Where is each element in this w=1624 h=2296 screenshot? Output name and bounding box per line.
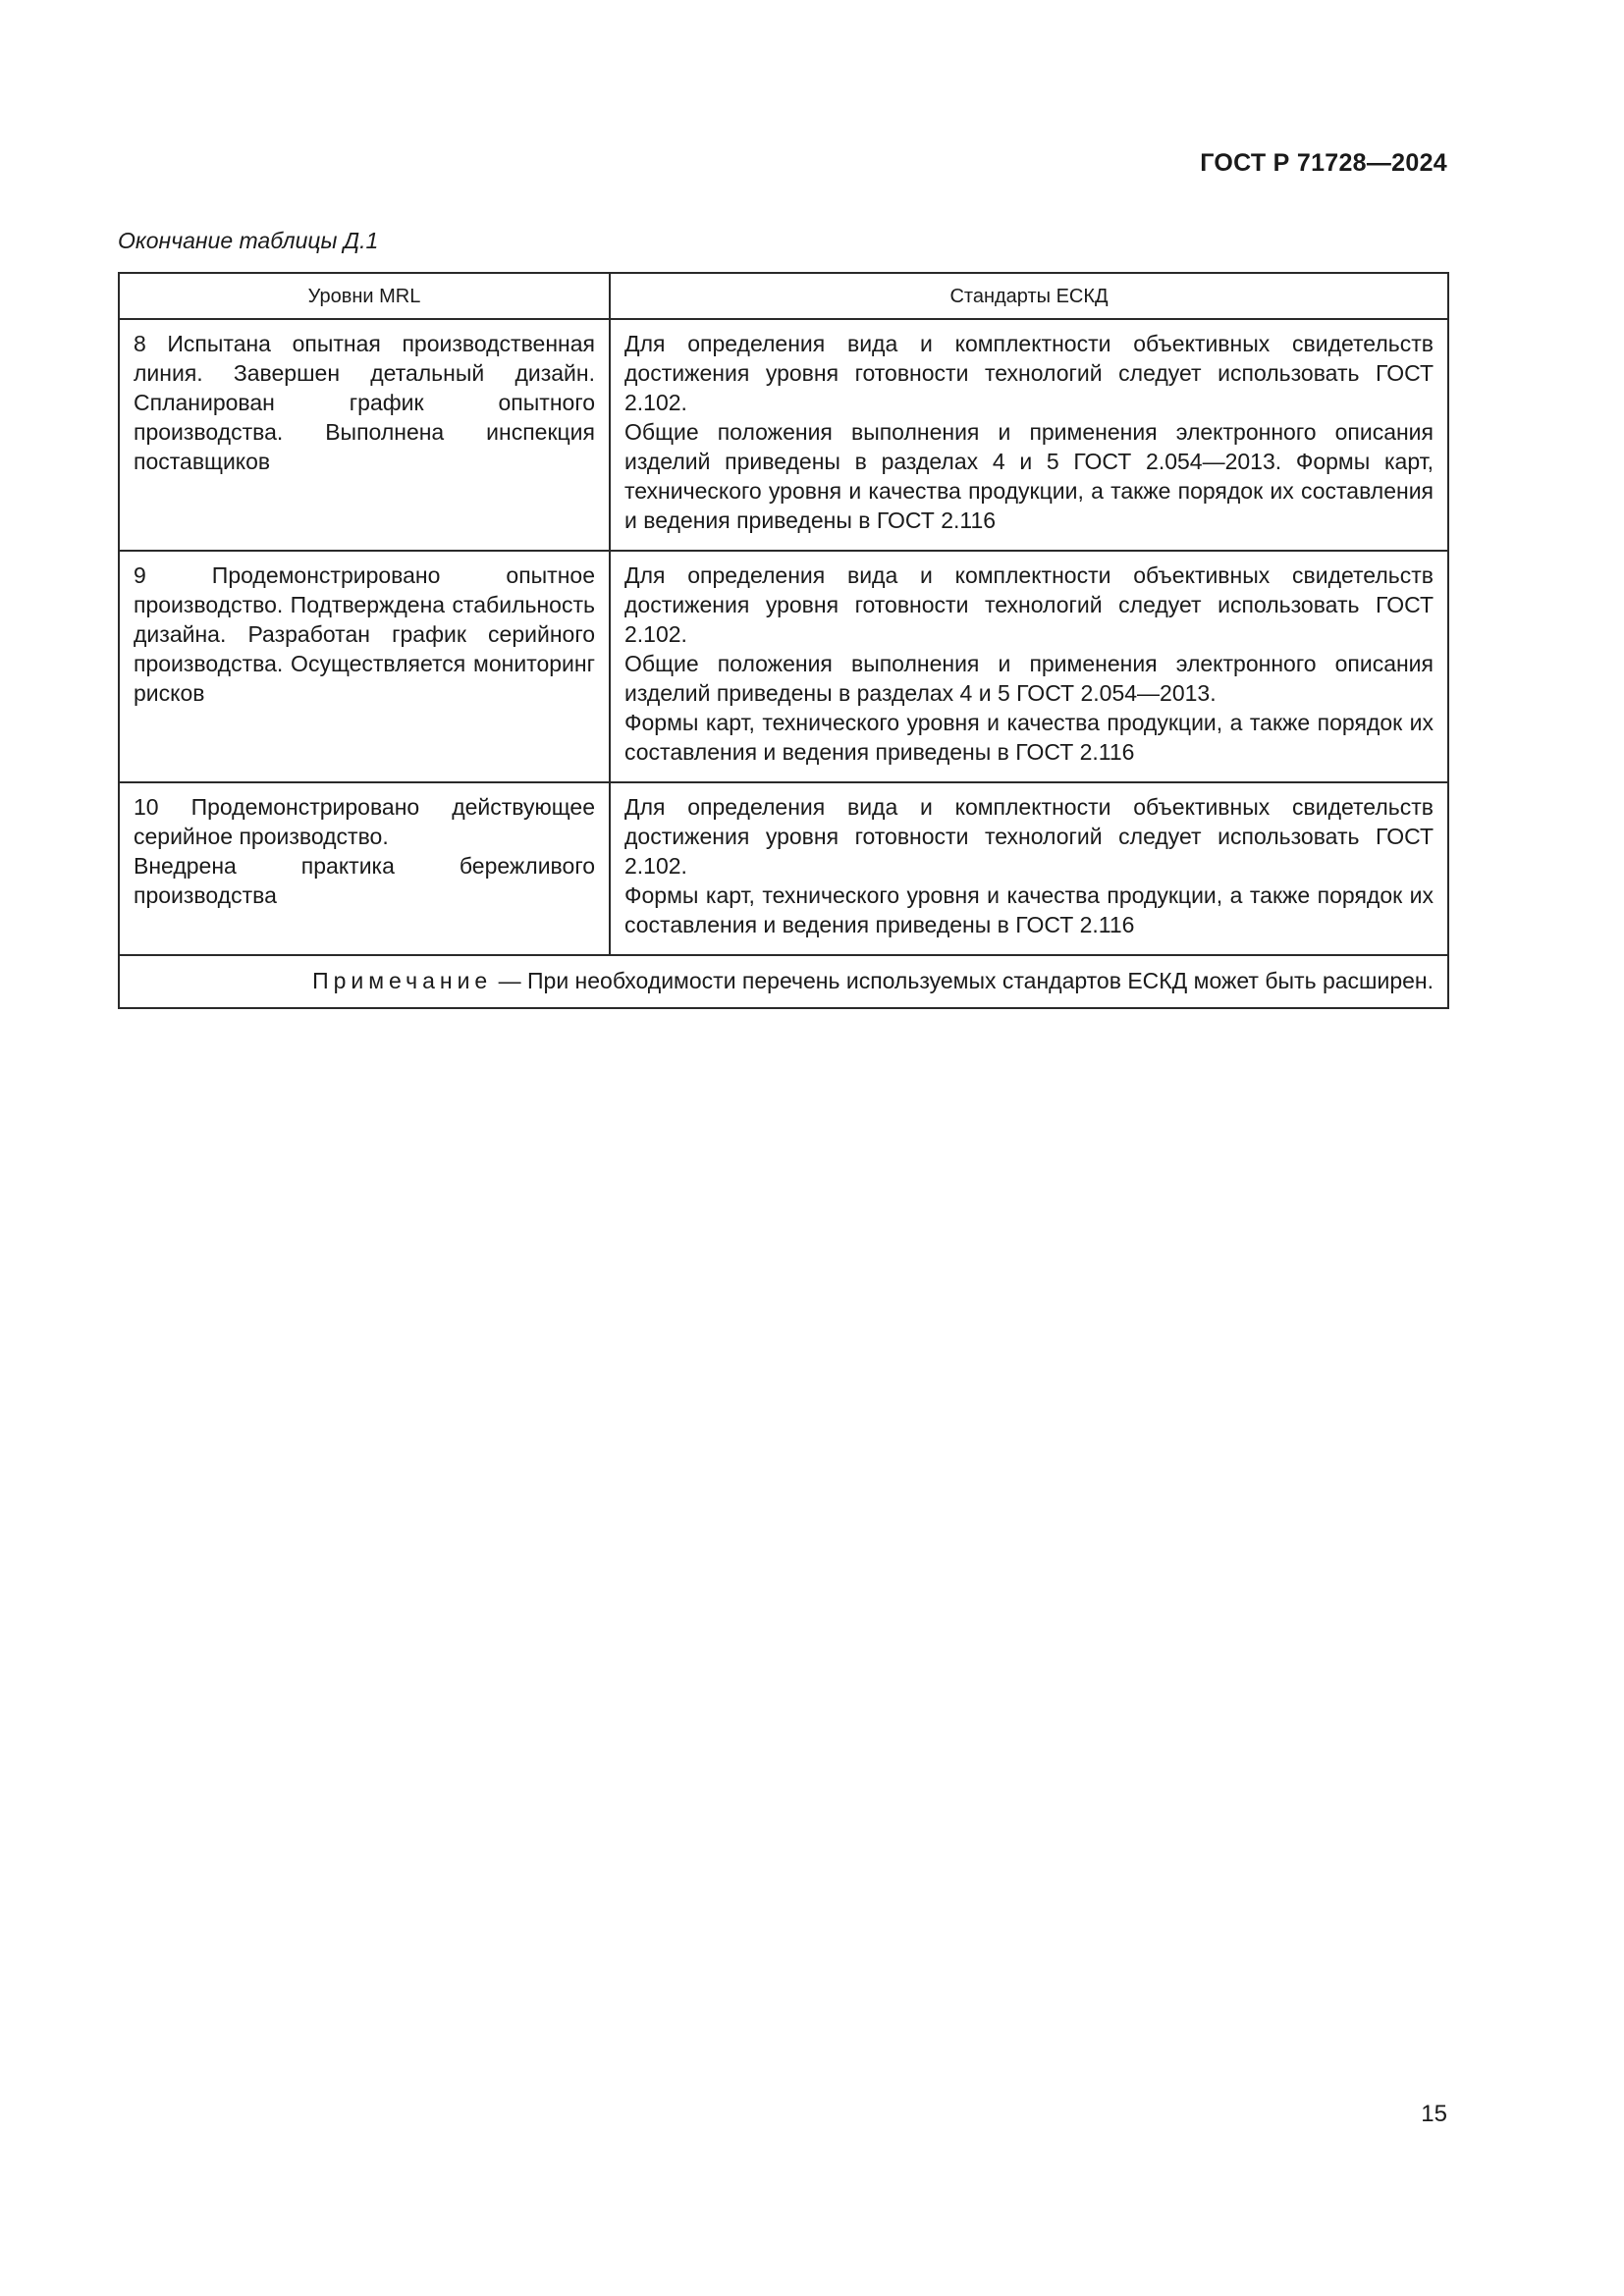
document-code: ГОСТ Р 71728—2024 [1200, 149, 1447, 177]
mrl-level-cell [119, 319, 610, 551]
mrl-level-text: 10 Продемонстрировано действующее серийное производство. [134, 794, 595, 849]
column-header-eskd-standards: Стандарты ЕСКД [610, 273, 1448, 319]
mrl-table [118, 272, 1449, 1009]
mrl-level-text: 8 Испытана опытная производственная линия. Завершен детальный дизайн. Спланирован график опытного производства. Выполнена инспекция поставщиков [134, 331, 595, 474]
standards-paragraph: Формы карт, технического уровня и качества продукции, а также порядок их составления и ведения приведены в ГОСТ 2.116 [624, 710, 1434, 765]
table-row [119, 319, 1448, 551]
standards-paragraph: Для определения вида и комплектности объективных свидетельств достижения уровня готовности технологий следует использовать ГОСТ 2.102. [624, 331, 1434, 415]
table-header-row [119, 273, 1448, 319]
page-number: 15 [1421, 2101, 1447, 2127]
note-text: — При необходимости перечень используемых стандартов ЕСКД может быть расширен. [492, 968, 1434, 993]
mrl-level-cell [119, 782, 610, 955]
standards-paragraph: Для определения вида и комплектности объективных свидетельств достижения уровня готовности технологий следует использовать ГОСТ 2.102. [624, 562, 1434, 647]
column-header-mrl-levels: Уровни MRL [119, 273, 610, 319]
note-label: Примечание [312, 968, 493, 993]
table-note-row [119, 955, 1448, 1008]
mrl-level-text: 9 Продемонстрировано опытное производство. Подтверждена стабильность дизайна. Разработан график серийного производства. Осуществляется мониторинг рисков [134, 562, 595, 706]
table-row [119, 782, 1448, 955]
standards-paragraph: Формы карт, технического уровня и качества продукции, а также порядок их составления и ведения приведены в ГОСТ 2.116 [624, 882, 1434, 937]
table-note [119, 955, 1448, 1008]
standards-cell [610, 782, 1448, 955]
mrl-level-cell [119, 551, 610, 782]
standards-cell [610, 319, 1448, 551]
standards-paragraph: Для определения вида и комплектности объективных свидетельств достижения уровня готовности технологий следует использовать ГОСТ 2.102. [624, 794, 1434, 879]
standards-cell [610, 551, 1448, 782]
standards-paragraph: Общие положения выполнения и применения электронного описания изделий приведены в разделах 4 и 5 ГОСТ 2.054—2013. Формы карт, технического уровня и качества продукции, а также порядок их составления и ведения приведены в ГОСТ 2.116 [624, 419, 1434, 533]
table-caption: Окончание таблицы Д.1 [118, 228, 379, 253]
mrl-level-text: Внедрена практика бережливого производства [134, 853, 595, 908]
table-row [119, 551, 1448, 782]
standards-paragraph: Общие положения выполнения и применения электронного описания изделий приведены в разделах 4 и 5 ГОСТ 2.054—2013. [624, 651, 1434, 706]
